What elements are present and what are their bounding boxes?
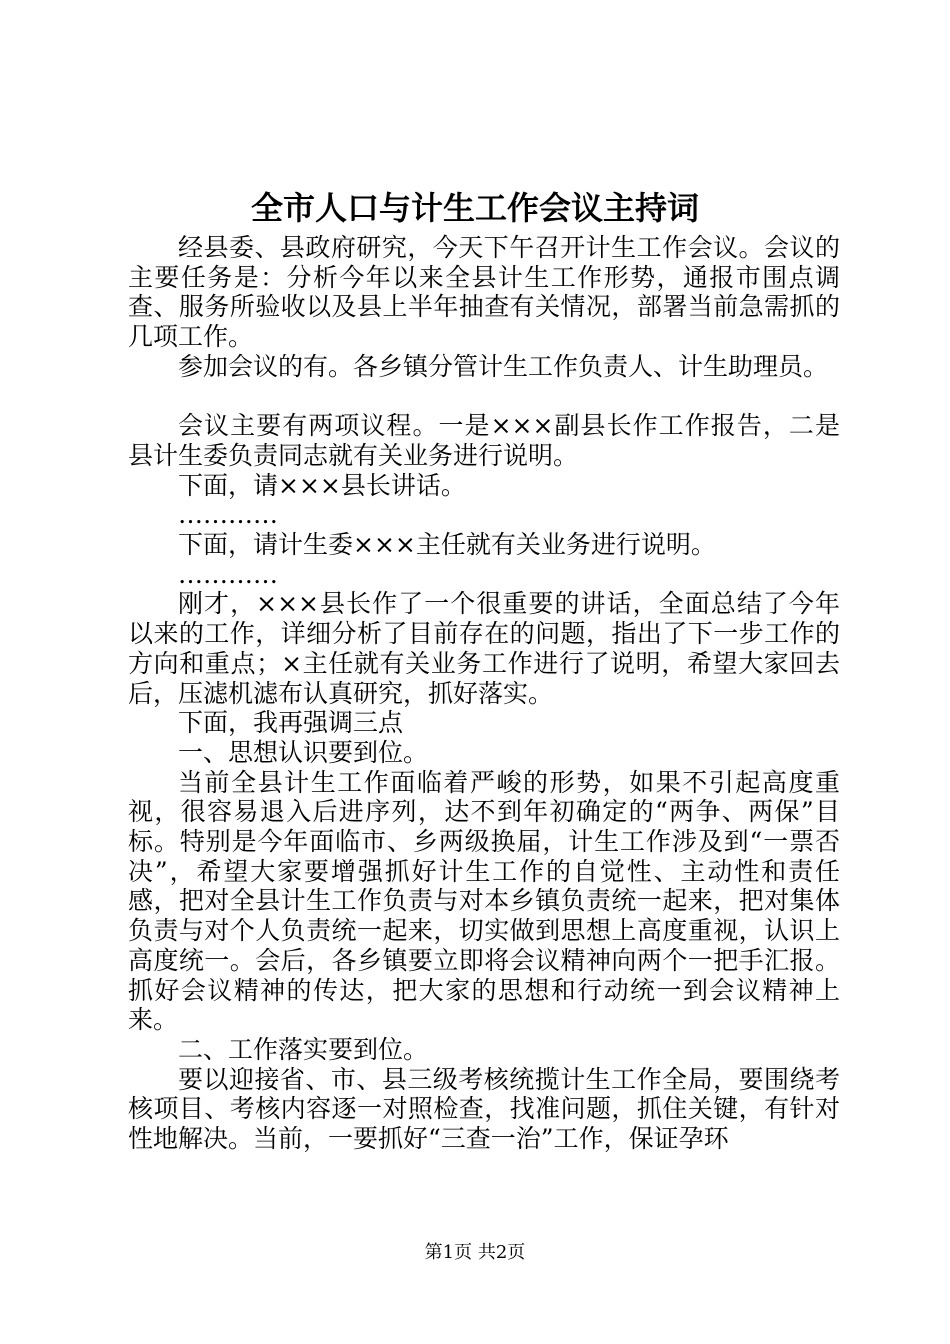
paragraph-three-points-intro: 下面，我再强调三点 (178, 708, 404, 738)
document-title: 全市人口与计生工作会议主持词 (250, 189, 699, 227)
paragraph-point-two-body: 要以迎接省、市、县三级考核统揽计生工作全局，要围绕考核项目、考核内容逐一对照检查，找准问题，抓住关键，有针对性地解决。当前，一要抓好“三查一治”工作，保证孕环 (128, 1064, 840, 1154)
paragraph-meeting-intro: 经县委、县政府研究，今天下午召开计生工作会议。会议的主要任务是：分析今年以来全县计生工作形势，通报市围点调查、服务所验收以及县上半年抽查有关情况，部署当前急需抓的几项工作。 (128, 233, 840, 352)
paragraph-ellipsis: ………… (178, 500, 278, 530)
paragraph-county-head-speech: 下面，请×××县长讲话。 (178, 470, 466, 500)
paragraph-ellipsis: ………… (178, 559, 278, 589)
page-number-footer: 第1页 共2页 (424, 1242, 526, 1263)
heading-point-two: 二、工作落实要到位。 (178, 1034, 429, 1064)
paragraph-agenda: 会议主要有两项议程。一是×××副县长作工作报告，二是县计生委负责同志就有关业务进行说明。 (128, 411, 840, 470)
paragraph-point-one-body: 当前全县计生工作面临着严峻的形势，如果不引起高度重视，很容易退入后进序列，达不到年初确定的“两争、两保”目标。特别是今年面临市、乡两级换届，计生工作涉及到“一票否决”，希望大家要增强抓好计生工作的自觉性、主动性和责任感，把对全县计生工作负责与对本乡镇负责统一起来，把对集体负责与对个人负责统一起来，切实做到思想上高度重视，认识上高度统一。会后，各乡镇要立即将会议精神向两个一把手汇报。抓好会议精神的传达，把大家的思想和行动统一到会议精神上来。 (128, 767, 840, 1035)
heading-point-one: 一、思想认识要到位。 (178, 737, 429, 767)
paragraph-director-explanation: 下面，请计生委×××主任就有关业务进行说明。 (178, 530, 716, 560)
document-body (128, 233, 840, 1154)
paragraph-attendees: 参加会议的有。各乡镇分管计生工作负责人、计生助理员。 (178, 351, 829, 381)
paragraph-summary: 刚才，×××县长作了一个很重要的讲话，全面总结了今年以来的工作，详细分析了目前存在的问题，指出了下一步工作的方向和重点；×主任就有关业务工作进行了说明，希望大家回去后，压滤机滤布认真研究，抓好落实。 (128, 589, 840, 708)
